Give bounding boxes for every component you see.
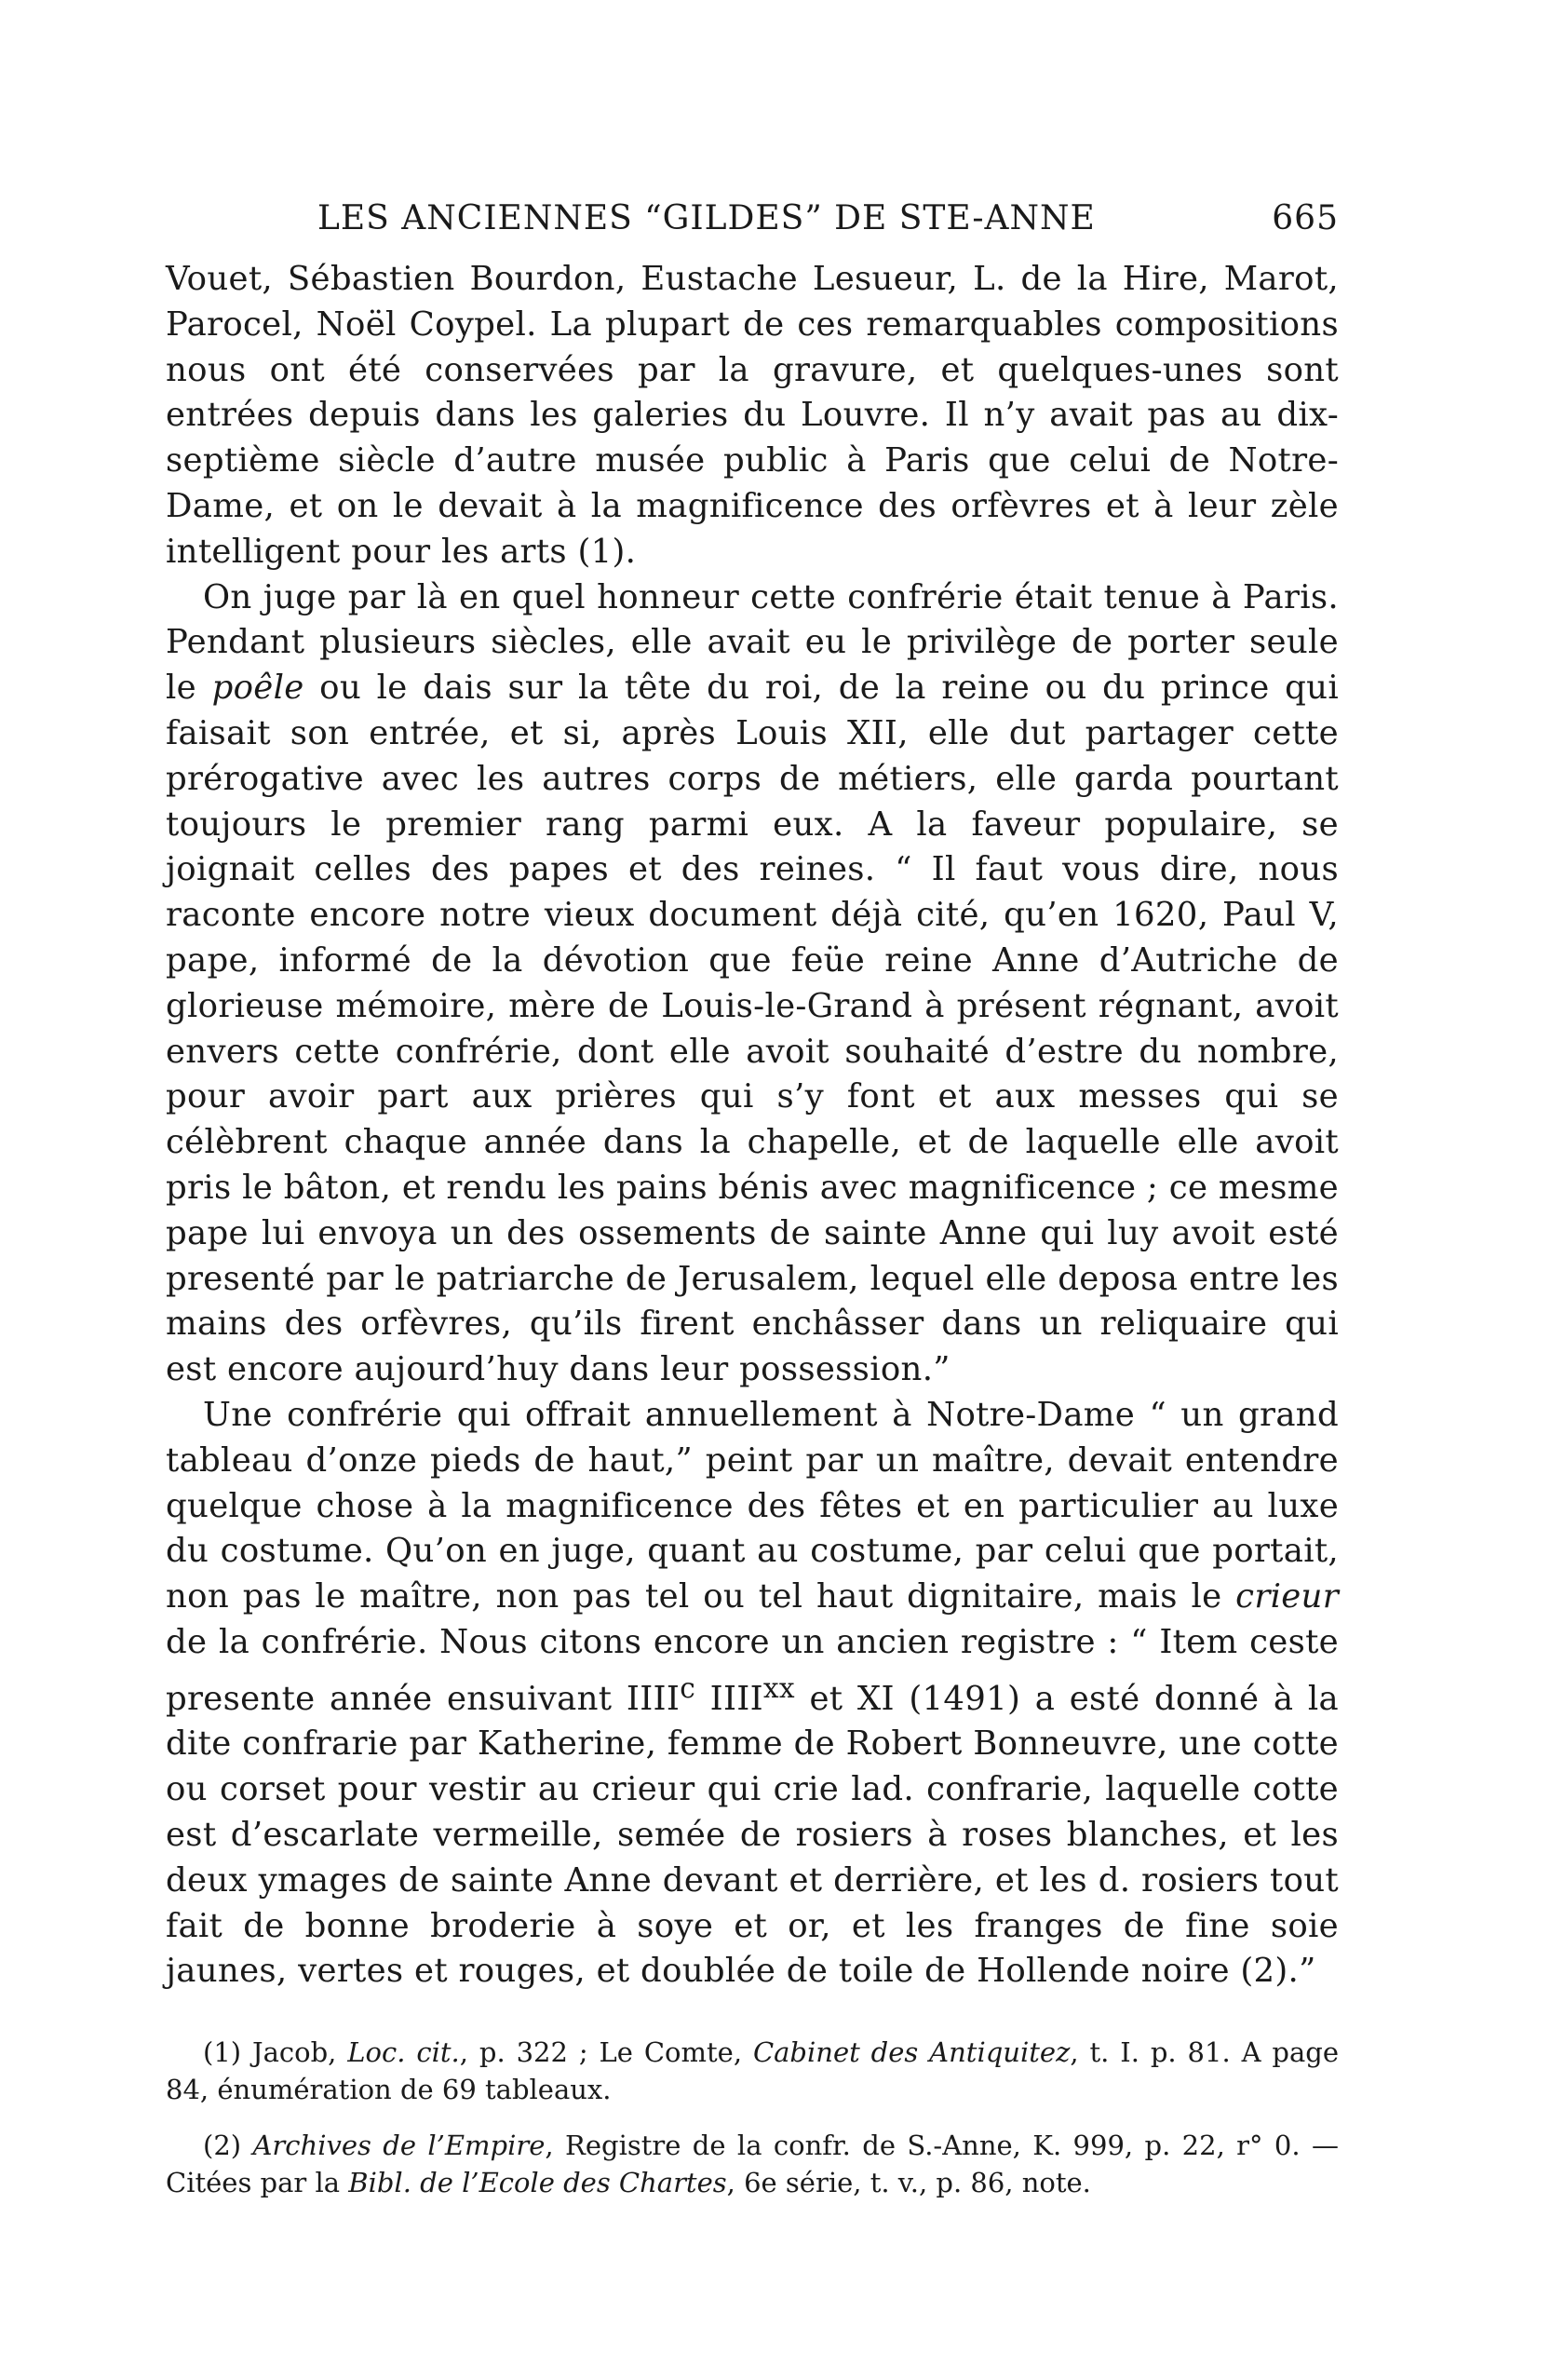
paragraph-3: [166, 1393, 1339, 1995]
footnote-2-italic-b: Archives de l’Empire: [252, 2130, 546, 2162]
footnote-1-italic-b: Loc. cit.: [347, 2036, 460, 2069]
body-text: [166, 257, 1339, 1995]
footnote-1: [166, 2034, 1339, 2108]
paragraph-2-italic: poêle: [211, 669, 304, 708]
footnote-1-text-e: , t. I. p. 81. A page 84, énumération de 69 tableaux.: [166, 2036, 1339, 2106]
footnote-2-text-c: , Registre de la confr. de S.-Anne, K. 999, p. 22, r° 0. —Citées par la: [166, 2130, 1339, 2199]
paragraph-2: [166, 575, 1339, 1393]
footnote-2-text-a: (2): [203, 2130, 253, 2162]
document-page: [166, 186, 1339, 2281]
footnote-1-text-a: (1) Jacob,: [203, 2036, 348, 2069]
paragraph-1: [166, 257, 1339, 575]
paragraph-3-superscript-2: xx: [762, 1671, 795, 1704]
running-title: LES ANCIENNES “GILDES” DE STE-ANNE: [317, 199, 1096, 237]
footnote-2-italic-d: Bibl. de l’Ecole des Chartes: [348, 2167, 727, 2199]
running-head: [166, 186, 1339, 251]
footnotes: [166, 2034, 1339, 2201]
footnote-2-text-e: , 6e série, t. v., p. 86, note.: [726, 2167, 1091, 2199]
footnote-2: [166, 2127, 1339, 2201]
page-number: 665: [1272, 199, 1339, 237]
paragraph-2-text-c: ou le dais sur la tête du roi, de la reine ou du prince qui faisait son entrée, et si, après Louis XII, elle dut partager cette prérogative avec les autres corps de métiers, elle garda pourtant toujours le premier rang parmi eux. A la faveur populaire, se joignait celles des papes et des reines. “ Il faut vous dire, nous raconte encore notre vieux document déjà cité, qu’en 1620, Paul V, pape, informé de la dévotion que feüe reine Anne d’Autriche de glorieuse mémoire, mère de Louis-le-Grand à présent régnant, avoit envers cette confrérie, dont elle avoit souhaité d’estre du nombre, pour avoir part aux prières qui s’y font et aux messes qui se célèbrent chaque année dans la chapelle, et de laquelle elle avoit pris le bâton, et rendu les pains bénis avec magnificence ; ce mesme pape lui envoya un des ossements de sainte Anne qui luy avoit esté presenté par le patriarche de Jerusalem, lequel elle deposa entre les mains des orfèvres, qu’ils firent enchâsser dans un reliquaire qui est encore aujourd’huy dans leur possession.”: [166, 669, 1339, 1389]
paragraph-1-text: Vouet, Sébastien Bourdon, Eustache Lesueur, L. de la Hire, Marot, Parocel, Noël Coypel. La plupart de ces remarquables compositions nous ont été conservées par la gravure, et quelques-unes sont entrées depuis dans les galeries du Louvre. Il n’y avait pas au dix-septième siècle d’autre musée public à Paris que celui de Notre-Dame, et on le devait à la magnificence des orfèvres et à leur zèle intelligent pour les arts (1).: [166, 260, 1339, 571]
footnote-1-text-c: , p. 322 ; Le Comte,: [459, 2036, 753, 2069]
footnote-1-italic-d: Cabinet des Antiquitez: [752, 2036, 1071, 2069]
paragraph-3-text-c: de la confrérie. Nous citons encore un ancien registre : “ Item ceste presente année ensuivant IIII: [166, 1622, 1339, 1718]
paragraph-3-text-a: Une confrérie qui offrait annuellement à Notre-Dame “ un grand tableau d’onze pieds de haut,” peint par un maître, devait entendre quelque chose à la magnificence des fêtes et en particulier au luxe du costume. Qu’on en juge, quant au costume, par celui que portait, non pas le maître, non pas tel ou tel haut dignitaire, mais le: [166, 1395, 1339, 1616]
paragraph-3-superscript-1: c: [680, 1671, 696, 1704]
paragraph-3-text-d: IIII: [695, 1679, 763, 1718]
paragraph-3-italic: crieur: [1235, 1577, 1339, 1616]
paragraph-2-text-a: On juge par là en quel honneur cette confrérie était tenue à Paris. Pendant plusieurs siècles, elle avait eu le privilège de porter seule le: [166, 577, 1339, 708]
paragraph-3-text-e: et XI (1491) a esté donné à la dite confrarie par Katherine, femme de Robert Bonneuvre, une cotte ou corset pour vestir au crieur qui crie lad. confrarie, laquelle cotte est d’escarlate vermeille, semée de rosiers à roses blanches, et les deux ymages de sainte Anne devant et derrière, et les d. rosiers tout fait de bonne broderie à soye et or, et les franges de fine soie jaunes, vertes et rouges, et doublée de toile de Hollende noire (2).”: [166, 1679, 1340, 1991]
